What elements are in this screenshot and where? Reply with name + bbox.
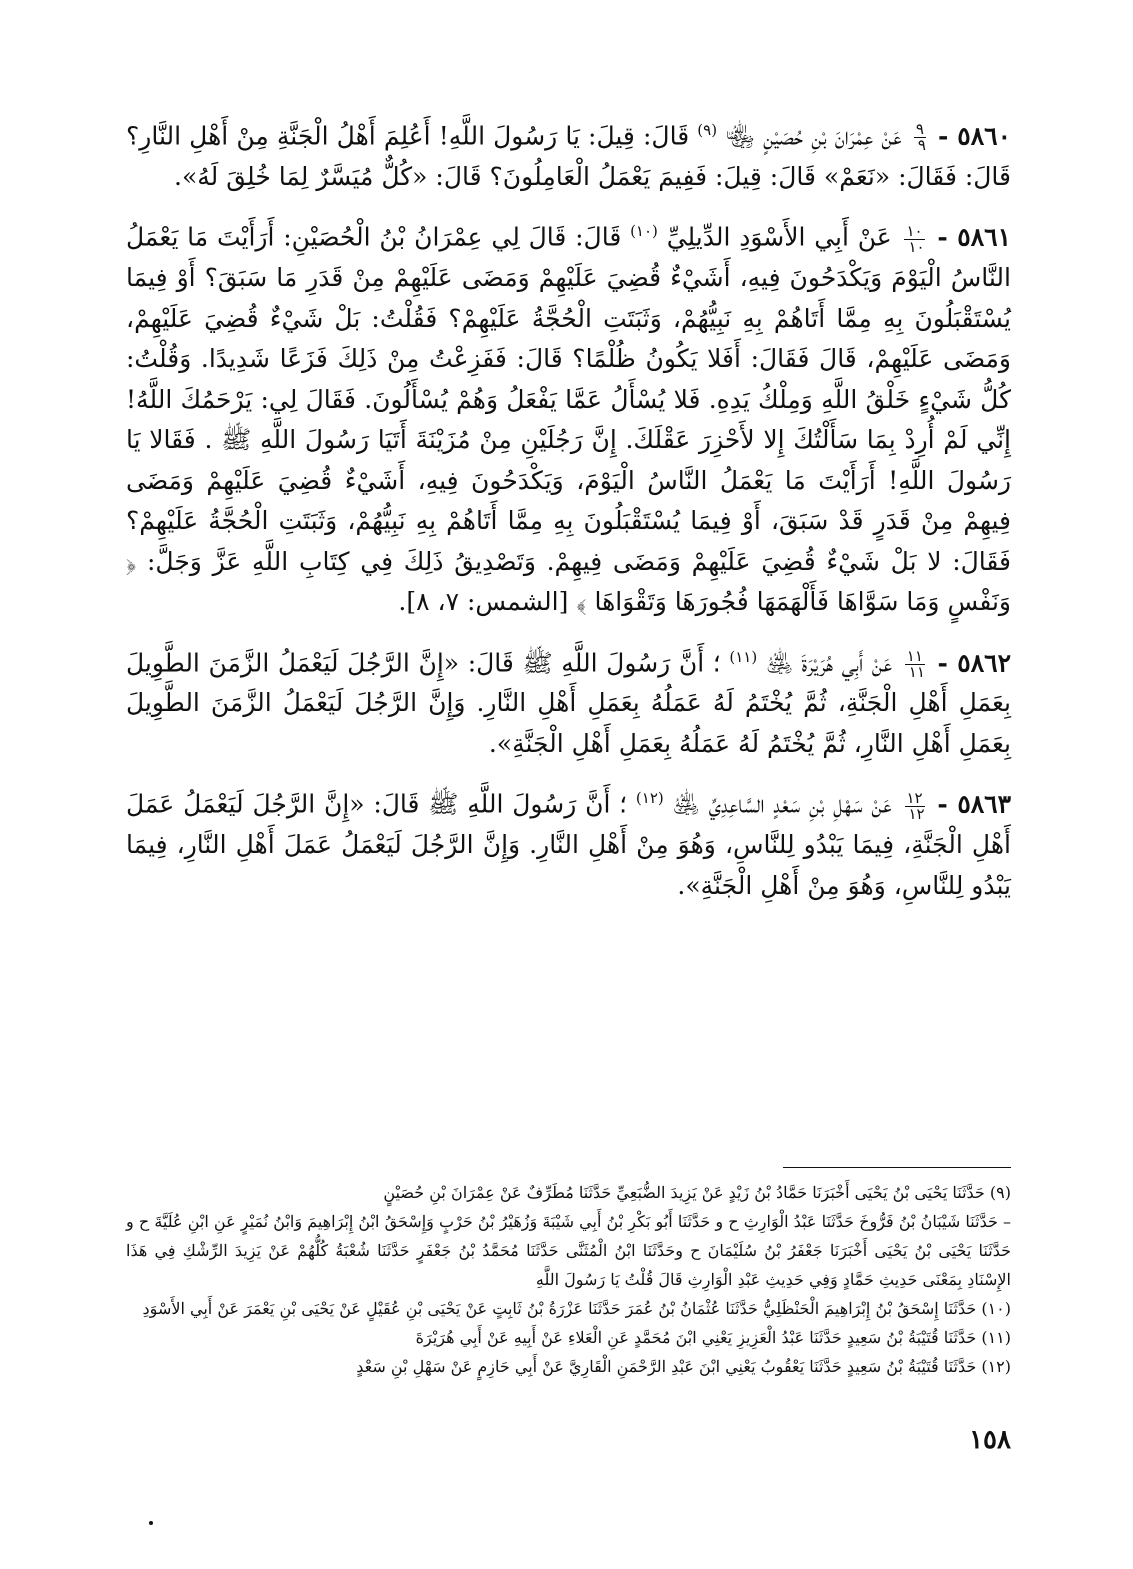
- footnote-9: (٩) حَدَّثَنَا يَحْيَى بْنُ يَحْيَى أَخْبَرَنَا حَمَّادُ بْنُ زَيْدٍ عَنْ يَزِيدَ الضُّبَعِيِّ حَدَّثَنَا مُطَرِّفٌ عَنْ عِمْرَانَ بْنِ حُصَيْنٍ: [383, 1183, 1011, 1202]
- hadith-fraction: ١٢ ١٢: [906, 788, 925, 823]
- hadith-lead: عَنْ سَهْلِ بْنِ سَعْدٍ السَّاعِدِيِّ ﵁: [672, 789, 892, 819]
- page-number: ١٥٨: [969, 1425, 1011, 1455]
- footnote-ref: (٩): [697, 121, 718, 139]
- hadith-fraction: ١٠ ١٠: [906, 221, 925, 256]
- footnote-11: (١١) حَدَّثَنَا قُتَيْبَةُ بْنُ سَعِيدٍ حَدَّثَنَا عَبْدُ الْعَزِيزِ يَعْنِي ابْنَ مُحَمَّدٍ عَنِ الْعَلاءِ عَنْ أَبِيهِ عَنْ أَبِي هُرَيْرَةَ: [415, 1328, 1011, 1347]
- hadith-fraction: ١١ ١١: [906, 646, 925, 681]
- footnote-12: (١٢) حَدَّثَنَا قُتَيْبَةُ بْنُ سَعِيدٍ حَدَّثَنَا يَعْقُوبُ يَعْنِي ابْنَ عَبْدِ الرَّحْمَنِ الْقَارِيَّ عَنْ أَبِي حَازِمٍ عَنْ سَهْلِ بْنِ سَعْدٍ: [356, 1357, 1011, 1376]
- footnote-ref: (١٢): [635, 789, 664, 808]
- hadith-text: قَالَ: قَالَ لِي عِمْرَانُ بْنُ الْحُصَيْنِ: أَرَأَيْتَ مَا يَعْمَلُ النَّاسُ الْيَوْمَ وَيَكْدَحُونَ فِيهِ، أَشَيْءٌ قُضِيَ عَلَيْهِمْ وَمَضَى عَلَيْهِمْ مِنْ قَدَرِ مَا سَبَقَ؟ أَوْ فِيمَا يُسْتَقْبَلُونَ بِهِ مِمَّا أَتَاهُمْ بِهِ نَبِيُّهُمْ، وَثَبَتَتِ الْحُجَّةُ عَلَيْهِمْ؟ فَقُلْتُ: بَلْ شَيْءٌ قُضِيَ عَلَيْهِمْ، وَمَضَى عَلَيْهِمْ، قَالَ فَقَالَ: أَفَلا يَكُونُ ظُلْمًا؟ قَالَ: فَفَزِعْتُ مِنْ ذَلِكَ فَزَعًا شَدِيدًا. وَقُلْتُ: كُلُّ شَيْءٍ خَلْقُ اللَّهِ وَمِلْكُ يَدِهِ. فَلا يُسْأَلُ عَمَّا يَفْعَلُ وَهُمْ يُسْأَلُونَ. فَقَالَ لِي: يَرْحَمُكَ اللَّهُ! إِنِّي لَمْ أُرِدْ بِمَا سَأَلْتُكَ إِلا لأَحْزِرَ عَقْلَكَ. إِنَّ رَجُلَيْنِ مِنْ مُزَيْنَةَ أَتَيَا رَسُولَ اللَّهِ ﷺ . فَقَالا يَا رَسُولَ اللَّهِ! أَرَأَيْتَ مَا يَعْمَلُ النَّاسُ الْيَوْمَ، وَيَكْدَحُونَ فِيهِ، أَشَيْءٌ قُضِيَ عَلَيْهِمْ وَمَضَى فِيهِمْ مِنْ قَدَرٍ قَدْ سَبَقَ، أَوْ فِيمَا يُسْتَقْبَلُونَ بِهِ مِمَّا أَتَاهُمْ بِهِ نَبِيُّهُمْ، وَثَبَتَتِ الْحُجَّةُ عَلَيْهِمْ؟ فَقَالَ: لا بَلْ شَيْءٌ قُضِيَ عَلَيْهِمْ وَمَضَى فِيهِمْ. وَتَصْدِيقُ ذَلِكَ فِي كِتَابِ اللَّهِ عَزَّ وَجَلَّ: ﴿ وَنَفْسٍ وَمَا سَوَّاهَا فَأَلْهَمَهَا فُجُورَهَا وَتَقْوَاهَا ﴾ [الشمس: ٧، ٨].: [126, 222, 1011, 617]
- footnotes: [126, 1178, 1011, 1381]
- footnote-separator: [783, 1167, 1011, 1168]
- hadith-text: ؛ أَنَّ رَسُولَ اللَّهِ ﷺ قَالَ: «إِنَّ الرَّجُلَ لَيَعْمَلُ الزَّمَنَ الطَّوِيلَ بِعَمَلِ أَهْلِ الْجَنَّةِ، ثُمَّ يُخْتَمُ لَهُ عَمَلُهُ بِعَمَلِ أَهْلِ النَّارِ. وَإِنَّ الرَّجُلَ لَيَعْمَلُ الزَّمَنَ الطَّوِيلَ بِعَمَلِ أَهْلِ النَّارِ، ثُمَّ يُخْتَمُ لَهُ عَمَلُهُ بِعَمَلِ أَهْلِ الْجَنَّةِ».: [126, 647, 1011, 758]
- main-text: [126, 110, 1011, 920]
- hadith-5863: [126, 778, 1011, 906]
- footnote-10: (١٠) حَدَّثَنَا إِسْحَقُ بْنُ إِبْرَاهِيمَ الْحَنْظَلِيُّ حَدَّثَنَا عُثْمَانُ بْنُ عُمَرَ حَدَّثَنَا عَزْرَةُ بْنُ ثَابِتٍ عَنْ يَحْيَى بْنِ عُقَيْلٍ عَنْ يَحْيَى بْنِ يَعْمَرَ عَنْ أَبِي الأَسْوَدِ: [142, 1299, 1011, 1318]
- hadith-fraction: ٩ ٩: [915, 120, 926, 155]
- hadith-lead: عَنْ عِمْرَانَ بْنِ حُصَيْنٍ ﵄: [725, 121, 902, 151]
- hadith-number: ٥٨٦٠ -: [938, 121, 1011, 151]
- footnote-ref: (١٠): [630, 222, 658, 241]
- hadith-lead: عَنْ أَبِي الأَسْوَدِ الدِّيلِيِّ: [666, 222, 892, 252]
- stray-mark: [149, 1521, 153, 1525]
- hadith-number: ٥٨٦٣ -: [937, 789, 1012, 819]
- hadith-5860: [126, 110, 1011, 197]
- footnote-ref: (١١): [729, 647, 758, 666]
- hadith-number: ٥٨٦١ -: [937, 222, 1011, 252]
- hadith-number: ٥٨٦٢ -: [937, 647, 1011, 677]
- hadith-5861: [126, 211, 1011, 622]
- hadith-text: قَالَ: قِيلَ: يَا رَسُولَ اللَّهِ! أَعُلِمَ أَهْلُ الْجَنَّةِ مِنْ أَهْلِ النَّارِ؟ قَالَ: فَقَالَ: «نَعَمْ» قَالَ: قِيلَ: فَفِيمَ يَعْمَلُ الْعَامِلُونَ؟ قَالَ: «كُلٌّ مُيَسَّرٌ لِمَا خُلِقَ لَهُ».: [126, 121, 1011, 191]
- hadith-text: ؛ أَنَّ رَسُولَ اللَّهِ ﷺ قَالَ: «إِنَّ الرَّجُلَ لَيَعْمَلُ عَمَلَ أَهْلِ الْجَنَّةِ، فِيمَا يَبْدُو لِلنَّاسِ، وَهُوَ مِنْ أَهْلِ النَّارِ. وَإِنَّ الرَّجُلَ لَيَعْمَلُ عَمَلَ أَهْلِ النَّارِ، فِيمَا يَبْدُو لِلنَّاسِ، وَهُوَ مِنْ أَهْلِ الْجَنَّةِ».: [126, 789, 1011, 900]
- hadith-5862: [126, 637, 1011, 765]
- hadith-lead: عَنْ أَبِي هُرَيْرَةَ ﵁: [765, 647, 893, 677]
- footnote-9-continued: – حَدَّثَنَا شَيْبَانُ بْنُ فَرُّوخَ حَدَّثَنَا عَبْدُ الْوَارِثِ ح و حَدَّثَنَا أَبُو بَكْرِ بْنُ أَبِي شَيْبَةَ وَزُهَيْرُ بْنُ حَرْبٍ وَإِسْحَقُ ابْنُ إِبْرَاهِيمَ وَابْنُ نُمَيْرٍ عَنِ ابْنِ عُلَيَّةَ ح و حَدَّثَنَا يَحْيَى بْنُ يَحْيَى أَخْبَرَنَا جَعْفَرُ بْنُ سُلَيْمَانَ ح وحَدَّثَنَا ابْنُ الْمُثَنَّى حَدَّثَنَا مُحَمَّدُ بْنُ جَعْفَرٍ حَدَّثَنَا شُعْبَةُ كُلُّهُمْ عَنْ يَزِيدَ الرِّشْكِ فِي هَذَا الإِسْنَادِ بِمَعْنَى حَدِيثِ حَمَّادٍ وَفِي حَدِيثِ عَبْدِ الْوَارِثِ قَالَ قُلْتُ يَا رَسُولَ اللَّهِ: [126, 1212, 1011, 1289]
